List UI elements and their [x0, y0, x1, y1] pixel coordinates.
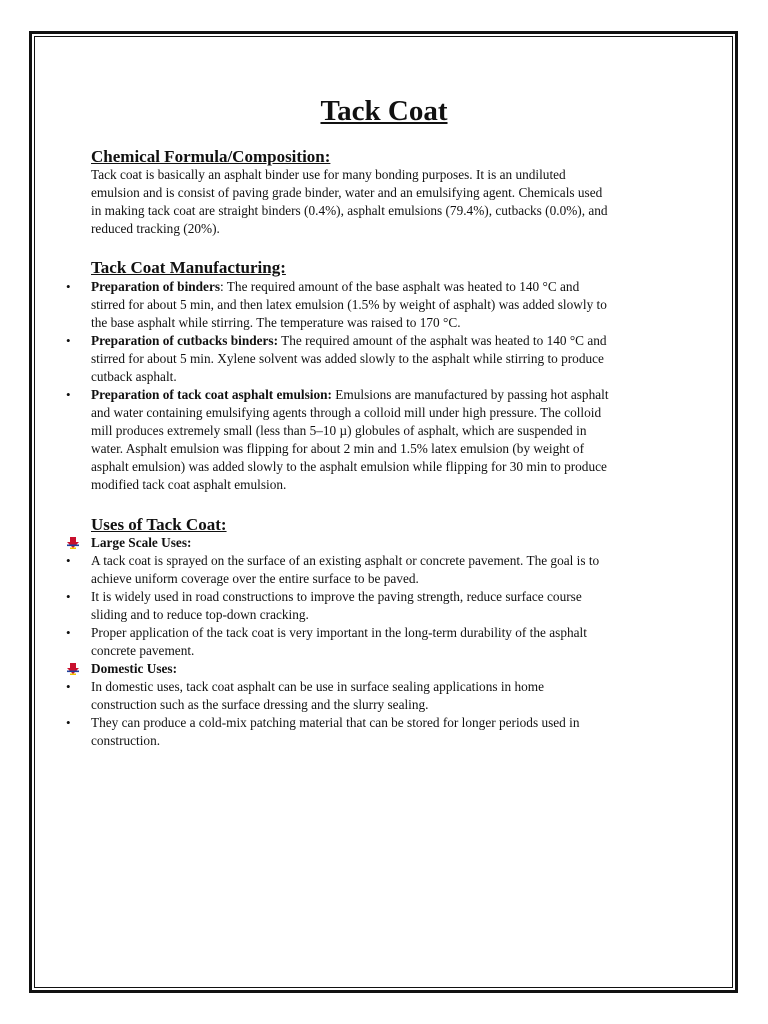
manufacturing-heading: Tack Coat Manufacturing: [91, 258, 286, 277]
bullet-icon: • [66, 589, 71, 604]
item-line: and water containing emulsifying agents through a colloid mill under high pressure. The colloid [91, 405, 602, 420]
item-line: Proper application of the tack coat is very important in the long-term durability of the asphalt [91, 625, 587, 640]
item-line: concrete pavement. [91, 643, 195, 658]
item-line: In domestic uses, tack coat asphalt can be use in surface sealing applications in home [91, 679, 545, 694]
bullet-icon: • [66, 333, 71, 348]
item-text: Emulsions are manufactured by passing hot asphalt [331, 387, 609, 402]
item-line: stirred for about 5 min, and then latex emulsion (1.5% by weight of asphalt) was added slowly to [91, 297, 607, 312]
bullet-icon: • [66, 279, 71, 294]
composition-paragraph [91, 166, 681, 238]
list-item [0, 588, 691, 624]
list-item [0, 332, 691, 386]
subheading-label: Domestic Uses: [91, 661, 178, 676]
bullet-icon: • [66, 387, 71, 402]
item-line: water. Asphalt emulsion was flipping for about 2 min and 1.5% latex emulsion (by weight of [91, 441, 585, 456]
bullet-icon: • [66, 625, 71, 640]
composition-line: reduced tracking (20%). [91, 221, 220, 236]
arrow-down-icon [67, 537, 79, 549]
item-line: A tack coat is sprayed on the surface of an existing asphalt or concrete pavement. The goal is to [91, 553, 600, 568]
item-label: Preparation of cutbacks binders: [91, 333, 279, 348]
item-line: construction such as the surface dressing and the slurry sealing. [91, 697, 429, 712]
item-line: the base asphalt while stirring. The temperature was raised to 170 °C. [91, 315, 461, 330]
bullet-icon: • [66, 553, 71, 568]
uses-list [0, 534, 768, 750]
large-scale-subheading [0, 534, 691, 552]
domestic-subheading [0, 660, 691, 678]
item-label: Preparation of tack coat asphalt emulsion: [91, 387, 332, 402]
item-line: sliding and to reduce top-down cracking. [91, 607, 309, 622]
item-text: The required amount of the asphalt was heated to 140 °C and [278, 333, 607, 348]
list-item [0, 714, 691, 750]
item-line: stirred for about 5 min. Xylene solvent was added slowly to the asphalt while stirring to produce [91, 351, 604, 366]
item-label: Preparation of binders [91, 279, 221, 294]
composition-line: emulsion and is consist of paving grade binder, water and an emulsifying agent. Chemicals used [91, 185, 603, 200]
bullet-icon: • [66, 715, 71, 730]
item-text: : The required amount of the base asphalt was heated to 140 °C and [220, 279, 580, 294]
uses-heading: Uses of Tack Coat: [91, 515, 227, 534]
item-line: They can produce a cold-mix patching material that can be stored for longer periods used in [91, 715, 580, 730]
page-title: Tack Coat [320, 95, 448, 127]
item-line: construction. [91, 733, 161, 748]
item-line: asphalt emulsion) was added slowly to the asphalt emulsion while flipping for 30 min to produce [91, 459, 607, 474]
item-line: modified tack coat asphalt emulsion. [91, 477, 287, 492]
item-line: achieve uniform coverage over the entire surface to be paved. [91, 571, 419, 586]
manufacturing-list [0, 278, 768, 494]
list-item [0, 552, 691, 588]
item-line: It is widely used in road constructions to improve the paving strength, reduce surface course [91, 589, 582, 604]
list-item [0, 386, 691, 494]
composition-line: in making tack coat are straight binders (0.4%), asphalt emulsions (79.4%), cutbacks (0.0%), and [91, 203, 608, 218]
item-line: cutback asphalt. [91, 369, 177, 384]
subheading-label: Large Scale Uses: [91, 535, 192, 550]
arrow-down-icon [67, 663, 79, 675]
composition-line: Tack coat is basically an asphalt binder use for many bonding purposes. It is an undiluted [91, 167, 566, 182]
bullet-icon: • [66, 679, 71, 694]
item-line: mill produces extremely small (less than 5–10 µ) globules of asphalt, which are suspended in [91, 423, 587, 438]
composition-heading: Chemical Formula/Composition: [91, 147, 331, 166]
list-item [0, 678, 691, 714]
list-item [0, 624, 691, 660]
list-item [0, 278, 691, 332]
